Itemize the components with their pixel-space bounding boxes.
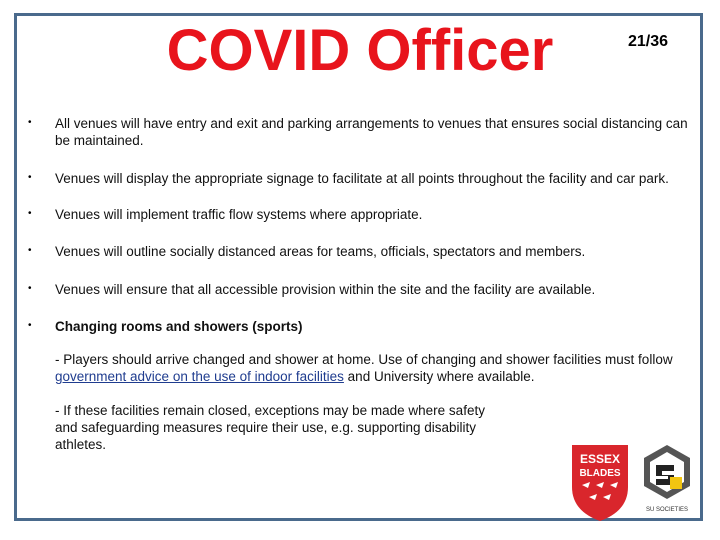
bullet-item: All venues will have entry and exit and parking arrangements to venues that ensures social distancing can be maintained. (55, 116, 688, 148)
bullet-item: Venues will outline socially distanced areas for teams, officials, spectators and members. (55, 244, 586, 259)
bullet-marker: • (28, 117, 32, 128)
bullet-item: Venues will display the appropriate signage to facilitate at all points throughout the facility and car park. (55, 171, 669, 186)
bullet-marker: • (28, 208, 32, 219)
bullet-marker: • (28, 245, 32, 256)
su-caption: SU SOCIETIES (645, 507, 689, 513)
slide-title: COVID Officer (166, 18, 554, 83)
bullet-marker: • (28, 172, 32, 183)
su-societies-logo (640, 443, 694, 517)
bullet-item: Venues will ensure that all accessible provision within the site and the facility are available. (55, 282, 596, 297)
bullet-item-heading: Changing rooms and showers (sports) (55, 319, 303, 334)
paragraph-text: - Players should arrive changed and shower at home. Use of changing and shower facilities must follow (55, 352, 673, 367)
essex-blades-logo (568, 441, 632, 523)
exceptions-paragraph: - If these facilities remain closed, exceptions may be made where safety and safeguarding measures require their use, e.g. supporting disability athletes. (55, 403, 485, 452)
changing-rooms-paragraph (55, 351, 675, 385)
bullet-marker: • (28, 320, 32, 331)
government-advice-link[interactable]: government advice on the use of indoor facilities (55, 369, 344, 384)
paragraph-text: and University where available. (343, 369, 535, 384)
blades-line1: ESSEX (579, 452, 621, 466)
bullet-item: Venues will implement traffic flow systems where appropriate. (55, 207, 423, 222)
blades-line2: BLADES (579, 468, 621, 479)
bullet-marker: • (28, 283, 32, 294)
page-number: 21/36 (628, 33, 669, 50)
